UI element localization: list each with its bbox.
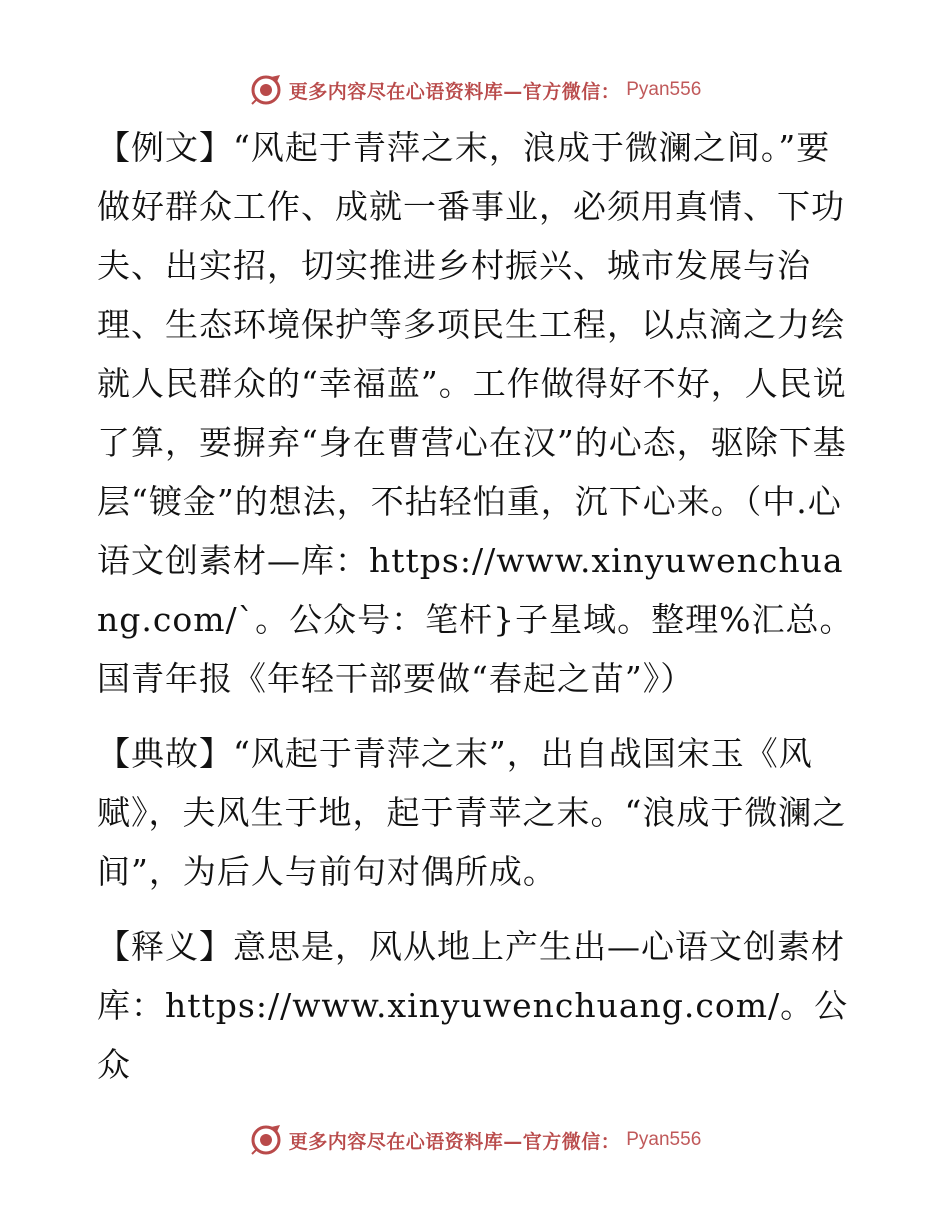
wechat-id: Pyan556 bbox=[626, 1129, 702, 1150]
paragraph-example: 【例文】“风起于青萍之末，浪成于微澜之间。”要做好群众工作、成就一番事业，必须用真情、下功夫、出实招，切实推进乡村振兴、城市发展与治理、生态环境保护等多项民生工程，以点滴之力绘就人民群众的“幸福蓝”。工作做得好不好，人民说了算，要摒弃“身在曹营心在汉”的心态，驱除下基层“镀金”的想法，不拈轻怕重，沉下心来。（中.心语文创素材—库：https://www.xinyuwenchuang.com/`。公众号：笔杆}子星域。整理%汇总。国青年报《年轻干部要做“春起之苗”》） bbox=[97, 128, 854, 698]
paragraph-allusion: 【典故】“风起于青萍之末”，出自战国宋玉《风赋》，夫风生于地，起于青苹之末。“浪成于微澜之间”，为后人与前句对偶所成。 bbox=[97, 734, 847, 891]
banner-text: 更多内容尽在心语资料库—官方微信： bbox=[288, 1130, 621, 1153]
document-body bbox=[97, 118, 857, 1110]
header-banner bbox=[0, 70, 950, 110]
pen-circle-logo-icon bbox=[249, 73, 283, 107]
footer-banner bbox=[0, 1120, 950, 1160]
pen-circle-logo-icon bbox=[249, 1123, 283, 1157]
wechat-id: Pyan556 bbox=[626, 79, 702, 100]
banner-text: 更多内容尽在心语资料库—官方微信： bbox=[288, 80, 621, 103]
paragraph-meaning: 【释义】意思是，风从地上产生出—心语文创素材库：https://www.xinyuwenchuang.com/。公众 bbox=[97, 927, 849, 1084]
